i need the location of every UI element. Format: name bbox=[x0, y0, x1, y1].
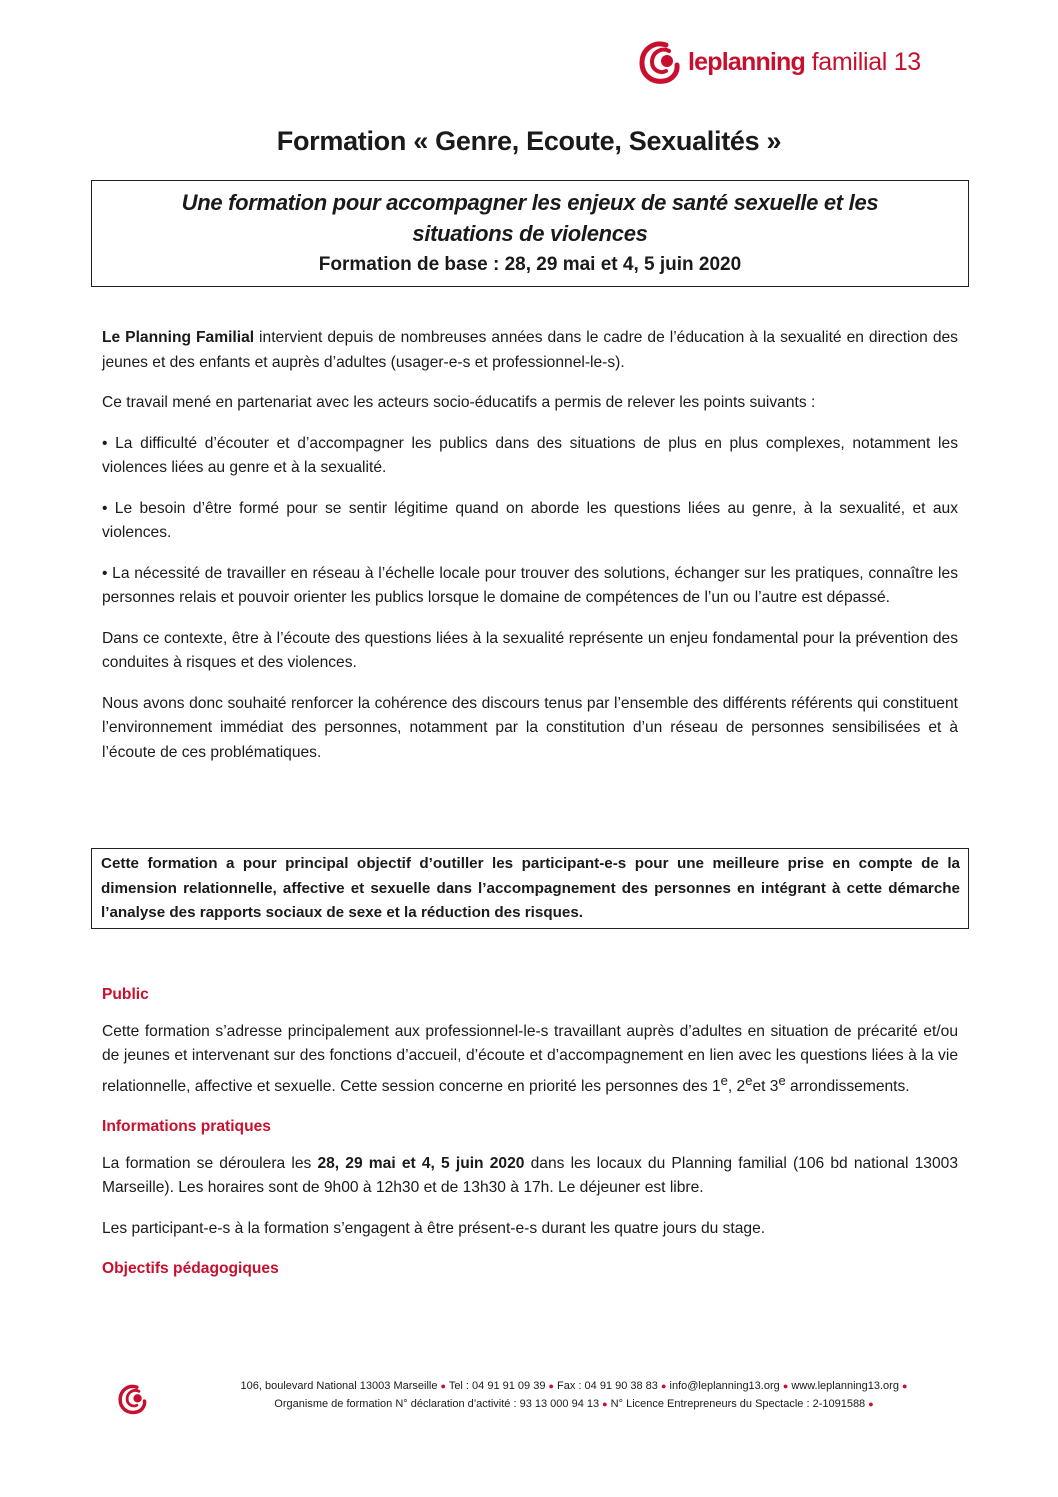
subtitle-line-2: situations de violences bbox=[412, 221, 648, 246]
brand-name: leplanning familial 13 bbox=[688, 47, 921, 76]
separator: ● bbox=[868, 1399, 874, 1409]
separator: ● bbox=[661, 1381, 667, 1391]
intro-paragraph-4: Nous avons donc souhaité renforcer la cohérence des discours tenus par l’ensemble des différents référents qui constituent l’environnement immédiat des personnes, notamment par la constitution d’un réseau de personnes sensibilisées et à l’écoute de ces problématiques. bbox=[102, 694, 958, 761]
footer-line-2 bbox=[184, 1395, 964, 1413]
separator: ● bbox=[602, 1399, 608, 1409]
separator: ● bbox=[782, 1381, 789, 1391]
footer-contact bbox=[184, 1377, 964, 1413]
page-footer bbox=[110, 1377, 960, 1427]
objectifs-heading: Objectifs pédagogiques bbox=[102, 1260, 279, 1278]
subtitle-line-1: Une formation pour accompagner les enjeux de santé sexuelle et les bbox=[181, 190, 879, 215]
footer-website[interactable]: www.leplanning13.org bbox=[791, 1380, 899, 1392]
brand-logo bbox=[636, 36, 966, 88]
bullet-2: • Le besoin d’être formé pour se sentir légitime quand on aborde les questions liées au genre, à la sexualité, et aux violences. bbox=[102, 499, 958, 541]
intro-paragraph-1: Le Planning Familial intervient depuis de nombreuses années dans le cadre de l’éducation à la sexualité en direction des jeunes et des enfants et auprès d’adultes (usager-e-s et professionnel-le-s). bbox=[102, 329, 958, 371]
training-dates: Formation de base : 28, 29 mai et 4, 5 juin 2020 bbox=[318, 254, 742, 275]
intro-paragraph-2: Ce travail mené en partenariat avec les acteurs socio-éducatifs a permis de relever les points suivants : bbox=[102, 394, 816, 411]
infos-paragraph-1: La formation se déroulera les 28, 29 mai et 4, 5 juin 2020 dans les locaux du Planning familial (106 bd national 13003 Marseille). Les horaires sont de 9h00 à 12h30 et de 13h30 à 17h. Le déjeuner est libre. bbox=[102, 1154, 958, 1197]
subtitle bbox=[92, 187, 968, 249]
infos-paragraph-2: Les participant-e-s à la formation s’engagent à être présent-e-s durant les quatre jours du stage. bbox=[102, 1219, 766, 1237]
public-heading: Public bbox=[102, 986, 149, 1003]
details-section bbox=[102, 983, 958, 1294]
planning-familial-spiral-icon bbox=[636, 37, 682, 87]
footer-organisme: Organisme de formation N° déclaration d’activité : 93 13 000 94 13 bbox=[274, 1398, 600, 1410]
infos-heading: Informations pratiques bbox=[102, 1118, 271, 1136]
footer-email[interactable]: info@leplanning13.org bbox=[669, 1380, 780, 1392]
separator: ● bbox=[902, 1381, 908, 1391]
footer-address: 106, boulevard National 13003 Marseille bbox=[240, 1380, 438, 1392]
bullet-1: • La difficulté d’écouter et d’accompagner les publics dans des situations de plus en plus complexes, notamment les violences liées au genre et à la sexualité. bbox=[102, 434, 958, 476]
separator: ● bbox=[548, 1381, 554, 1391]
public-text: Cette formation s’adresse principalement aux professionnel-le-s travaillant auprès d’adultes en situation de précarité et/ou de jeunes et intervenant sur des fonctions d’accueil, d’écoute et d’accompagnement en lien avec les questions liées à la vie relationnelle, affective et sexuelle. Cette session concerne en priorité les personnes des 1e, 2eet 3e arrondissements. bbox=[102, 1022, 958, 1095]
separator: ● bbox=[440, 1381, 446, 1391]
page-title: Formation « Genre, Ecoute, Sexualités » bbox=[276, 126, 782, 156]
footer-fax: Fax : 04 91 90 38 83 bbox=[557, 1380, 658, 1392]
footer-line-1 bbox=[184, 1377, 964, 1395]
footer-licence: N° Licence Entrepreneurs du Spectacle : 2-1091588 bbox=[610, 1398, 866, 1410]
objective-box: Cette formation a pour principal objectif d’outiller les participant-e-s pour une meilleure prise en compte de la dimension relationnelle, affective et sexuelle dans l’accompagnement des personnes en intégrant à cette démarche l’analyse des rapports sociaux de sexe et la réduction des risques. bbox=[91, 848, 969, 929]
bullet-3: • La nécessité de travailler en réseau à l’échelle locale pour trouver des solutions, échanger sur les pratiques, connaître les personnes relais et pouvoir orienter les publics lorsque le domaine de compétences de l’un ou l’autre est dépassé. bbox=[102, 564, 958, 606]
intro-paragraph-3: Dans ce contexte, être à l’écoute des questions liées à la sexualité représente un enjeu fondamental pour la prévention des conduites à risques et des violences. bbox=[102, 629, 958, 671]
intro-section bbox=[102, 326, 958, 781]
footer-tel: Tel : 04 91 91 09 39 bbox=[448, 1380, 546, 1392]
planning-familial-spiral-icon bbox=[116, 1381, 148, 1417]
subtitle-box bbox=[91, 180, 969, 287]
